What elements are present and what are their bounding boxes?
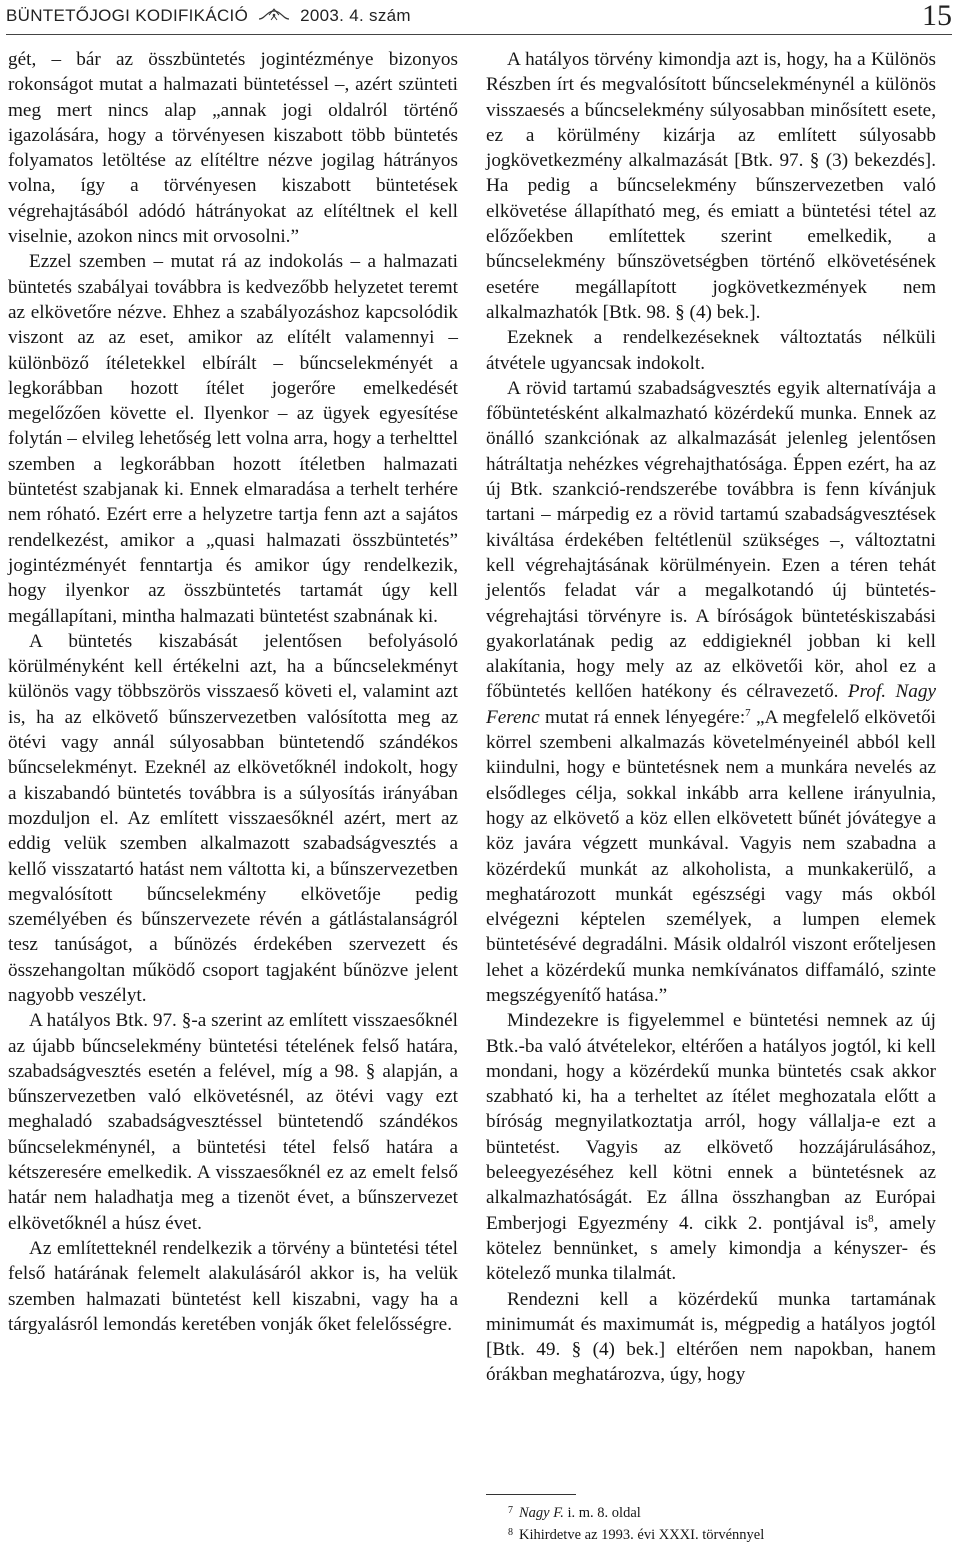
author-name: Prof. Nagy Ferenc [486, 681, 936, 728]
journal-title [6, 6, 411, 26]
paragraph-text: A rövid tartamú szabadságvesztés egyik alternatívája a főbüntetésként alkalmazható közérdekű munka. Ennek az önálló szankciónak az alkalmazását jelenleg jelentősen hátráltatja nehézkes végrehajthatósága. Éppen ezért, ha az új Btk. szankció-rendszerébe továbbra is fenn kívánjuk tartani – márpedig ez a rövid tartamú szabadságvesztések kiváltása érdekében feltétlenül szükséges –, változtatni kell végrehajtásának körülményein. Ezen a téren tehát jelentős feladat vár a megalkotandó új büntetés-végrehajtási törvényre is. A bíróságok büntetéskiszabási gyakorlatának pedig az eddigieknél jobban ki kell alakítania, hogy mely az az elkövetői kör, ahol ez a főbüntetés kellően hatékony és célravezető. [486, 377, 936, 703]
paragraph-text: Mindezekre is figyelemmel e büntetési nemnek az új Btk.-ba való átvételekor, eltérően a hatályos jogtól, ki kell mondani, hogy a közérdekű munka büntetés csak akkor szabható ki, ha a terheltet az ítélet meghozatala előtt a bíróság megnyilatkoztatja arról, hogy vállalja-e ezt a büntetést. Vagyis az elkövető hozzájárulásához, beleegyezéséhez kell kötni ennek a büntetésnek az alkalmazhatóságát. Ez állna összhangban az Európai Emberjogi Egyezmény 4. cikk 2. pontjával is [486, 1010, 936, 1234]
footnote-text: Kihirdetve az 1993. évi XXXI. törvénnyel [519, 1527, 765, 1543]
journal-name: BÜNTETŐJOGI KODIFIKÁCIÓ [6, 6, 249, 25]
footnote-author: Nagy F. [519, 1505, 564, 1521]
footnote-number: 8 [508, 1527, 513, 1538]
left-column [8, 47, 458, 1337]
page-number: 15 [922, 0, 952, 32]
header-rule [6, 34, 952, 35]
paragraph-text: , amely kötelez bennünket, s amely kimondja a kényszer- és kötelező munka tilalmát. [486, 1212, 937, 1285]
paragraph-text: mutat rá ennek lényegére: [544, 706, 746, 728]
paragraph-with-quote [486, 376, 936, 1008]
running-header [6, 2, 952, 32]
footnote [486, 1501, 936, 1523]
footnote-rule [486, 1494, 576, 1495]
paragraph: gét, – bár az összbüntetés jogintézménye bizonyos rokonságot mutat a halmazati büntetéssel –, azért szünteti meg mert nincs alap „annak jogi oldalról történő igazolására, hogy a törvényesen kiszabott több büntetés folyamatos letöltése az elítéltre nézve jogilag hátrányos volna, így a törvényesen kiszabott büntetések végrehajtásából adódó hátrányokat az elítéltnek el kell viselnie, azokon nincs mit orvosolni.” [8, 49, 458, 248]
footnote-ref[interactable]: 8 [868, 1212, 874, 1225]
footnote [486, 1523, 936, 1545]
paragraph: A hatályos Btk. 97. §-a szerint az említett visszaesőknél az újabb bűncselekmény büntetési tételének felső határa, szabadságvesztés esetén a felével, míg a 98. § alapján, a bűnszervezetben való elkövetésnél, az ötévi vagy ezt meghaladó szabadságvesztéssel büntetendő szándékos bűncselekménynél, a büntetési tétel felső határa a kétszeresére emelkedik. A visszaesőknél ez az emelt felső határ nem haladhatja meg a tizenöt évet, a bűnszervezet elkövetőknél a húsz évet. [8, 1010, 458, 1234]
paragraph: Rendezni kell a közérdekű munka tartamának minimumát és maximumát is, mégpedig a hatályos jogtól [Btk. 49. § (4) bek.] eltérően nem napokban, hanem órákban meghatározva, úgy, hogy [486, 1288, 936, 1386]
paragraph: A hatályos törvény kimondja azt is, hogy, ha a Különös Részben írt és megvalósított bűncselekménynél a különös visszaesés a bűncselekmény súlyosabban minősített esete, ez a körülmény kizárja az említett súlyosabb jogkövetkezmény alkalmazását [Btk. 97. § (3) bekezdés]. Ha pedig a bűncselekmény bűnszervezetben való elkövetése állapítható meg, és emiatt a büntetési tétel az előzőekben említettek szerint emelkedik, a bűncselekmény bűnszövetségben történő elkövetésének esetére megállapított jogkövetkezmények nem alkalmazhatók [Btk. 98. § (4) bek.]. [486, 49, 936, 323]
paragraph [486, 1008, 936, 1286]
issue-label: 2003. 4. szám [300, 6, 411, 25]
footnote-number: 7 [508, 1505, 513, 1516]
footnote-text: i. m. 8. oldal [567, 1505, 641, 1521]
footnote-ref[interactable]: 7 [745, 706, 751, 719]
paragraph: Ezzel szemben – mutat rá az indokolás – a halmazati büntetés szabályai továbbra is kedvezőbb helyzetet teremt az elkövetőre nézve. Ehhez a szabályozáshoz kapcsolódik viszont az az eset, amikor az elítélt valamennyi – különböző ítéletekkel elbírált – bűncselekményét a legkorábban hozott ítélet jogerőre emelkedését megelőzően követte el. Ilyenkor – az ügyek egyesítése folytán – elvileg lehetőség lett volna arra, hogy a terhelttel szemben a legkorábban hozott ítéletben halmazati büntetést szabjanak ki. Ennek elmaradása a terhelt terhére nem róható. Ezért erre a helyzetre tartja fenn azt a sajátos rendelkezést, amikor a „quasi halmazati összbüntetés” jogintézményét fenntartja és amikor úgy rendelkezik, hogy ilyenkor az összbüntetés tartamát úgy kell megállapítani, mintha halmazati büntetést szabnának ki. [8, 251, 458, 627]
ornament-icon [257, 7, 291, 23]
paragraph: Az említetteknél rendelkezik a törvény a büntetési tétel felső határának felemelt alakulásáról akkor is, ha velük szemben halmazati büntetést kell kiszabni, vagy ha a tárgyalásról lemondás keretében vonják őket felelősségre. [8, 1237, 458, 1335]
paragraph: Ezeknek a rendelkezéseknek változtatás nélküli átvétele ugyancsak indokolt. [486, 327, 936, 374]
paragraph: A büntetés kiszabását jelentősen befolyásoló körülményként kell értékelni azt, ha a bűncselekményt különös vagy többszörös visszaeső követi el, valamint azt is, ha az elkövető bűnszervezetben valósította meg az ötévi vagy annál súlyosabban büntetendő szándékos bűncselekményt. Ezeknél az elkövetőknél indokolt, hogy a kiszabandó büntetés továbbra is a súlyosítás irányában mozduljon el. Az említett visszaesőknél azért, mert az eddig velük szemben alkalmazott szabadságvesztés a kellő visszatartó hatást nem váltotta ki, a bűnszervezetben megvalósított bűncselekmény elkövetője pedig személyében és bűnszervezete révén a gátlástalanságról tesz tanúságot, a bűnözés érdekében szervezett és összehangoltan működő csoport tagjaként bűnözve jelent nagyobb veszélyt. [8, 630, 458, 1006]
footnotes [486, 1494, 936, 1545]
quotation: „A megfelelő elkövetői körrel szembeni alkalmazás követelményeinél abból kell kiindulni, hogy e büntetésnek nem a munkára nevelés az elsődleges célja, sokkal inkább arra kellene irányulnia, hogy az elkövető a köz ellen elkövetett bűnét jóvátegye a köz javára végzett munkával. Vagyis nem szabadna a közérdekű munkát az alkoholista, a munkakerülő, a meghatározott munkát egészségi vagy más okból elvégezni képtelen személyek, a lumpen elemek büntetésévé degradálni. Másik oldalról viszont erőteljesen lehet a közérdekű munka nemkívánatos diffamáló, szinte megszégyenítő hatása.” [486, 706, 936, 1006]
right-column [486, 47, 936, 1388]
